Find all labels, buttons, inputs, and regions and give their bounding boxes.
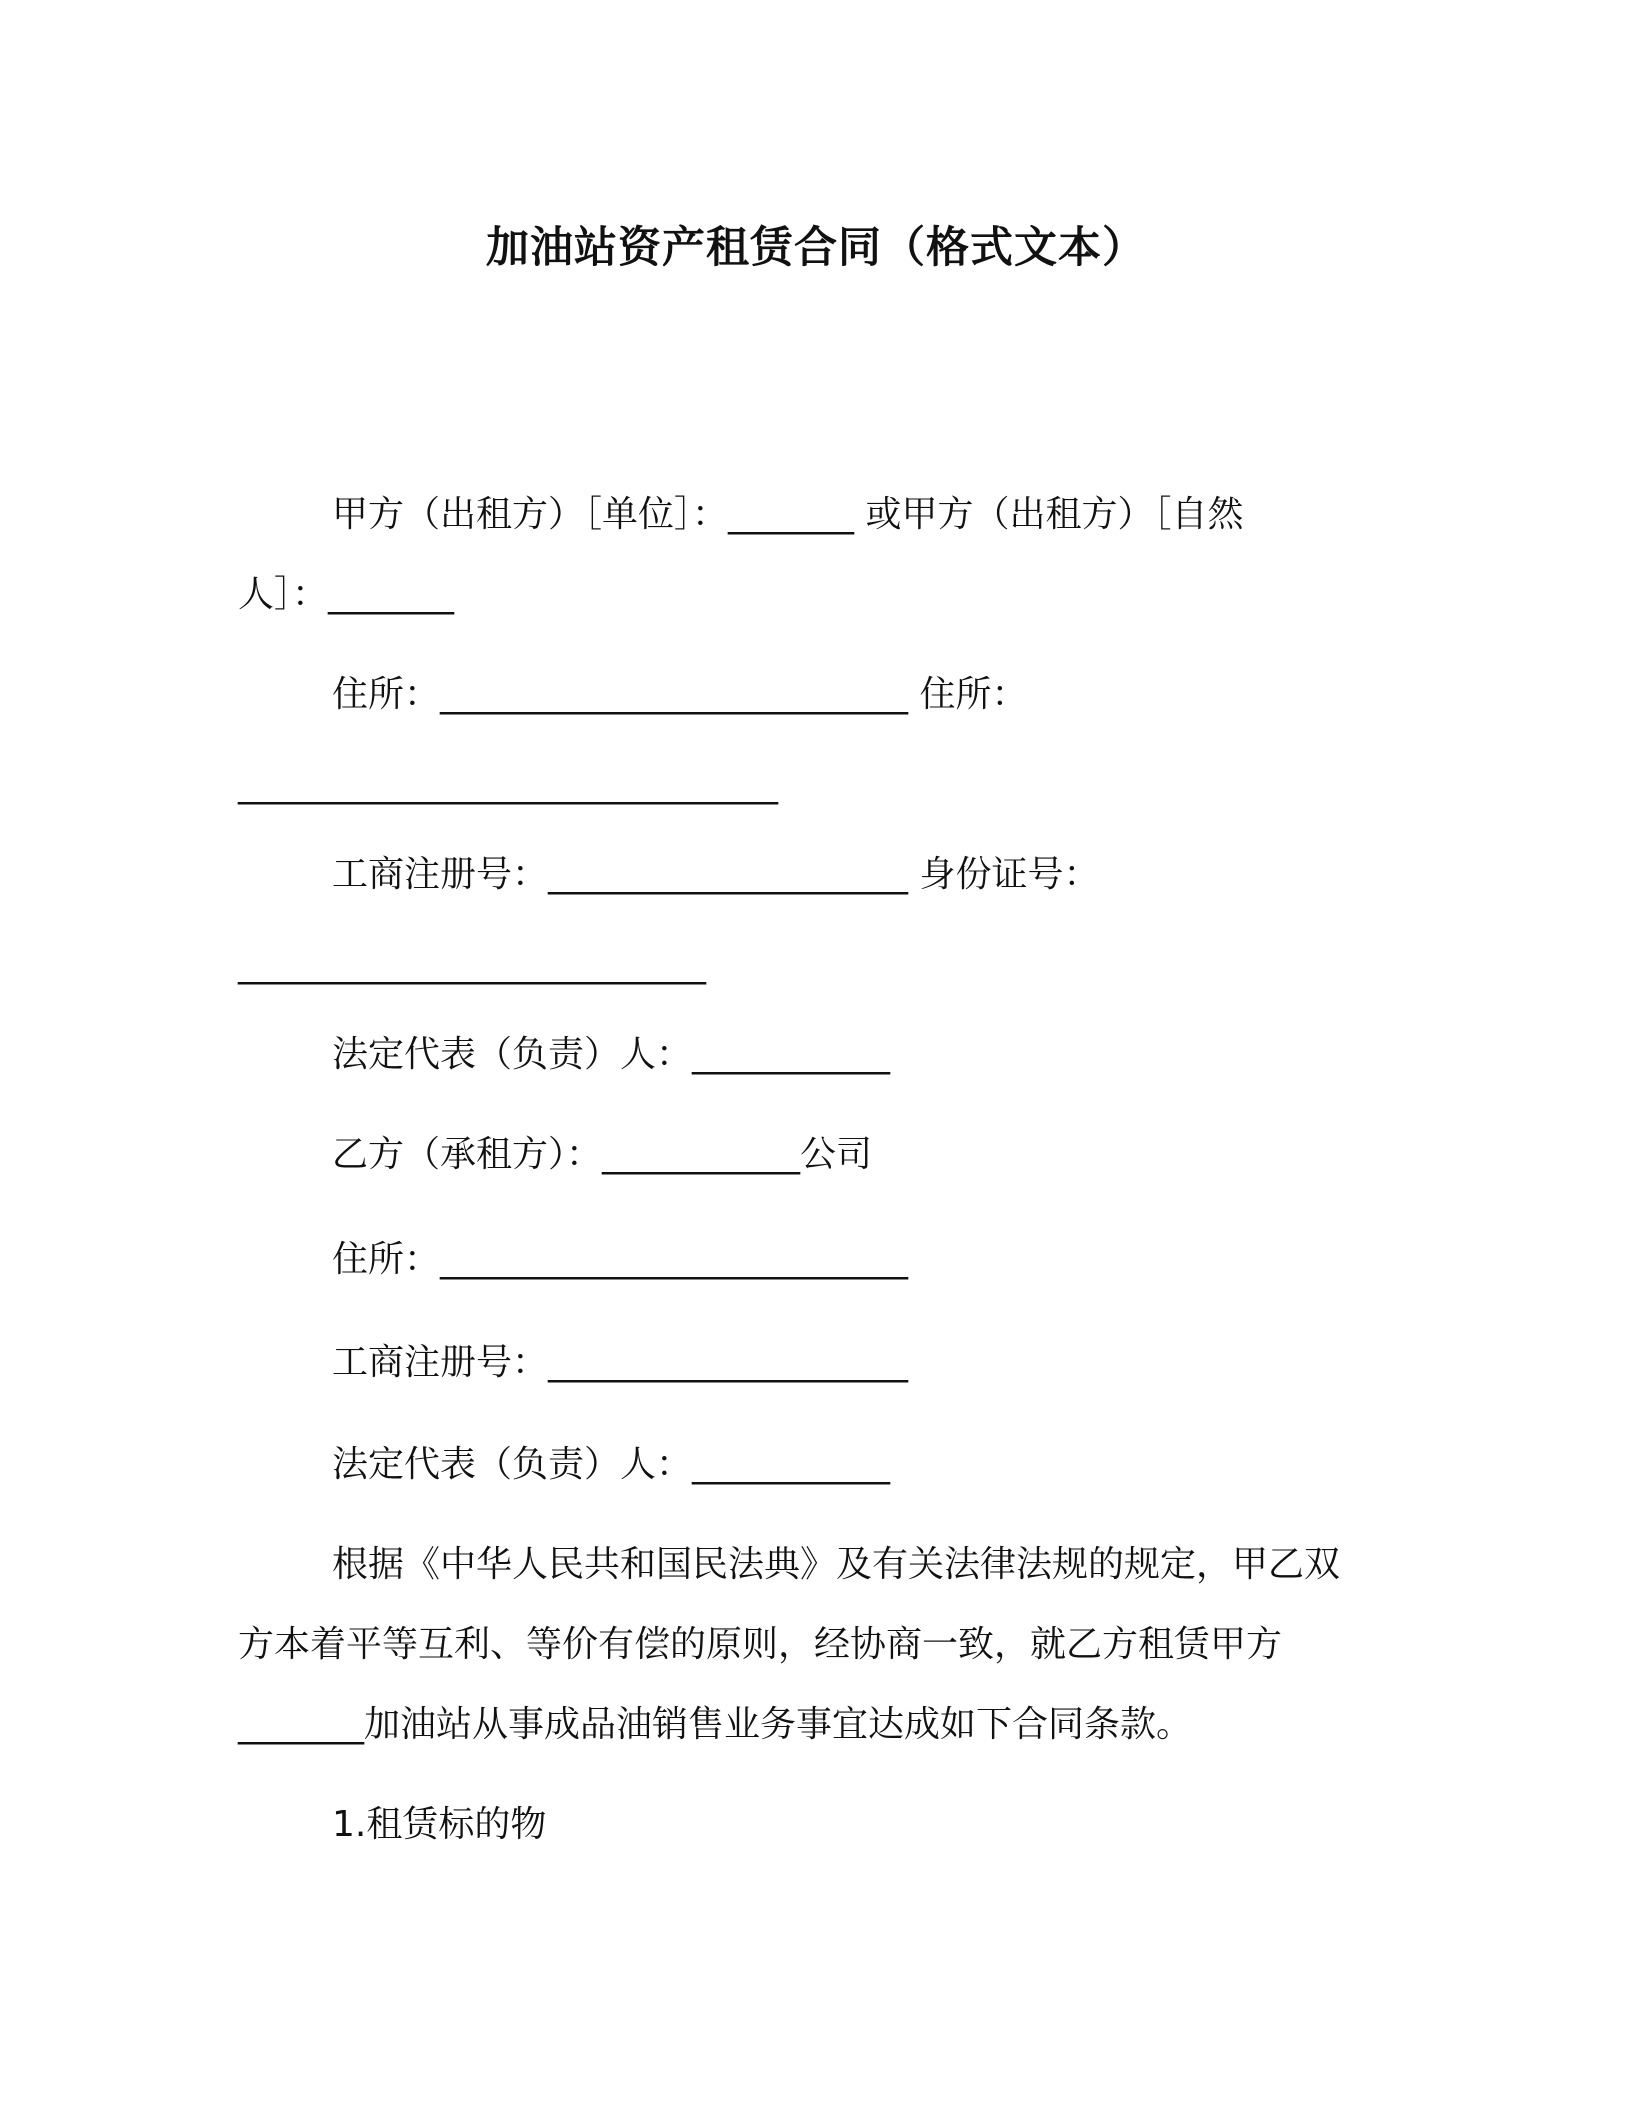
party-a-address-line: 住所：__________________________ 住所：: [332, 674, 1028, 715]
party-a-line: 甲方（出租方）［单位］：_______ 或甲方（出租方）［自然: [332, 494, 1244, 535]
party-a-address-cont: ______________________________: [238, 764, 778, 805]
preamble-line-3: _______加油站从事成品油销售业务事宜达成如下合同条款。: [238, 1704, 1193, 1745]
party-b-legal-rep-line: 法定代表（负责）人：___________: [332, 1444, 891, 1485]
document-title: 加油站资产租赁合同（格式文本）: [486, 223, 1146, 273]
party-a-id-cont: __________________________: [238, 944, 706, 985]
preamble-line-2: 方本着平等互利、等价有偿的原则，经协商一致，就乙方租赁甲方: [238, 1624, 1283, 1665]
party-a-line-cont: 人］：_______: [238, 574, 455, 615]
party-b-address-line: 住所：__________________________: [332, 1239, 909, 1280]
party-a-legal-rep-line: 法定代表（负责）人：___________: [332, 1034, 891, 1075]
section-heading-1: 1.租赁标的物: [332, 1804, 547, 1845]
party-b-registration-line: 工商注册号：____________________: [332, 1342, 909, 1383]
party-a-registration-line: 工商注册号：____________________ 身份证号：: [332, 854, 1100, 895]
preamble-line-1: 根据《中华人民共和国民法典》及有关法律法规的规定，甲乙双: [332, 1544, 1341, 1585]
party-b-line: 乙方（承租方）：___________公司: [332, 1134, 873, 1175]
